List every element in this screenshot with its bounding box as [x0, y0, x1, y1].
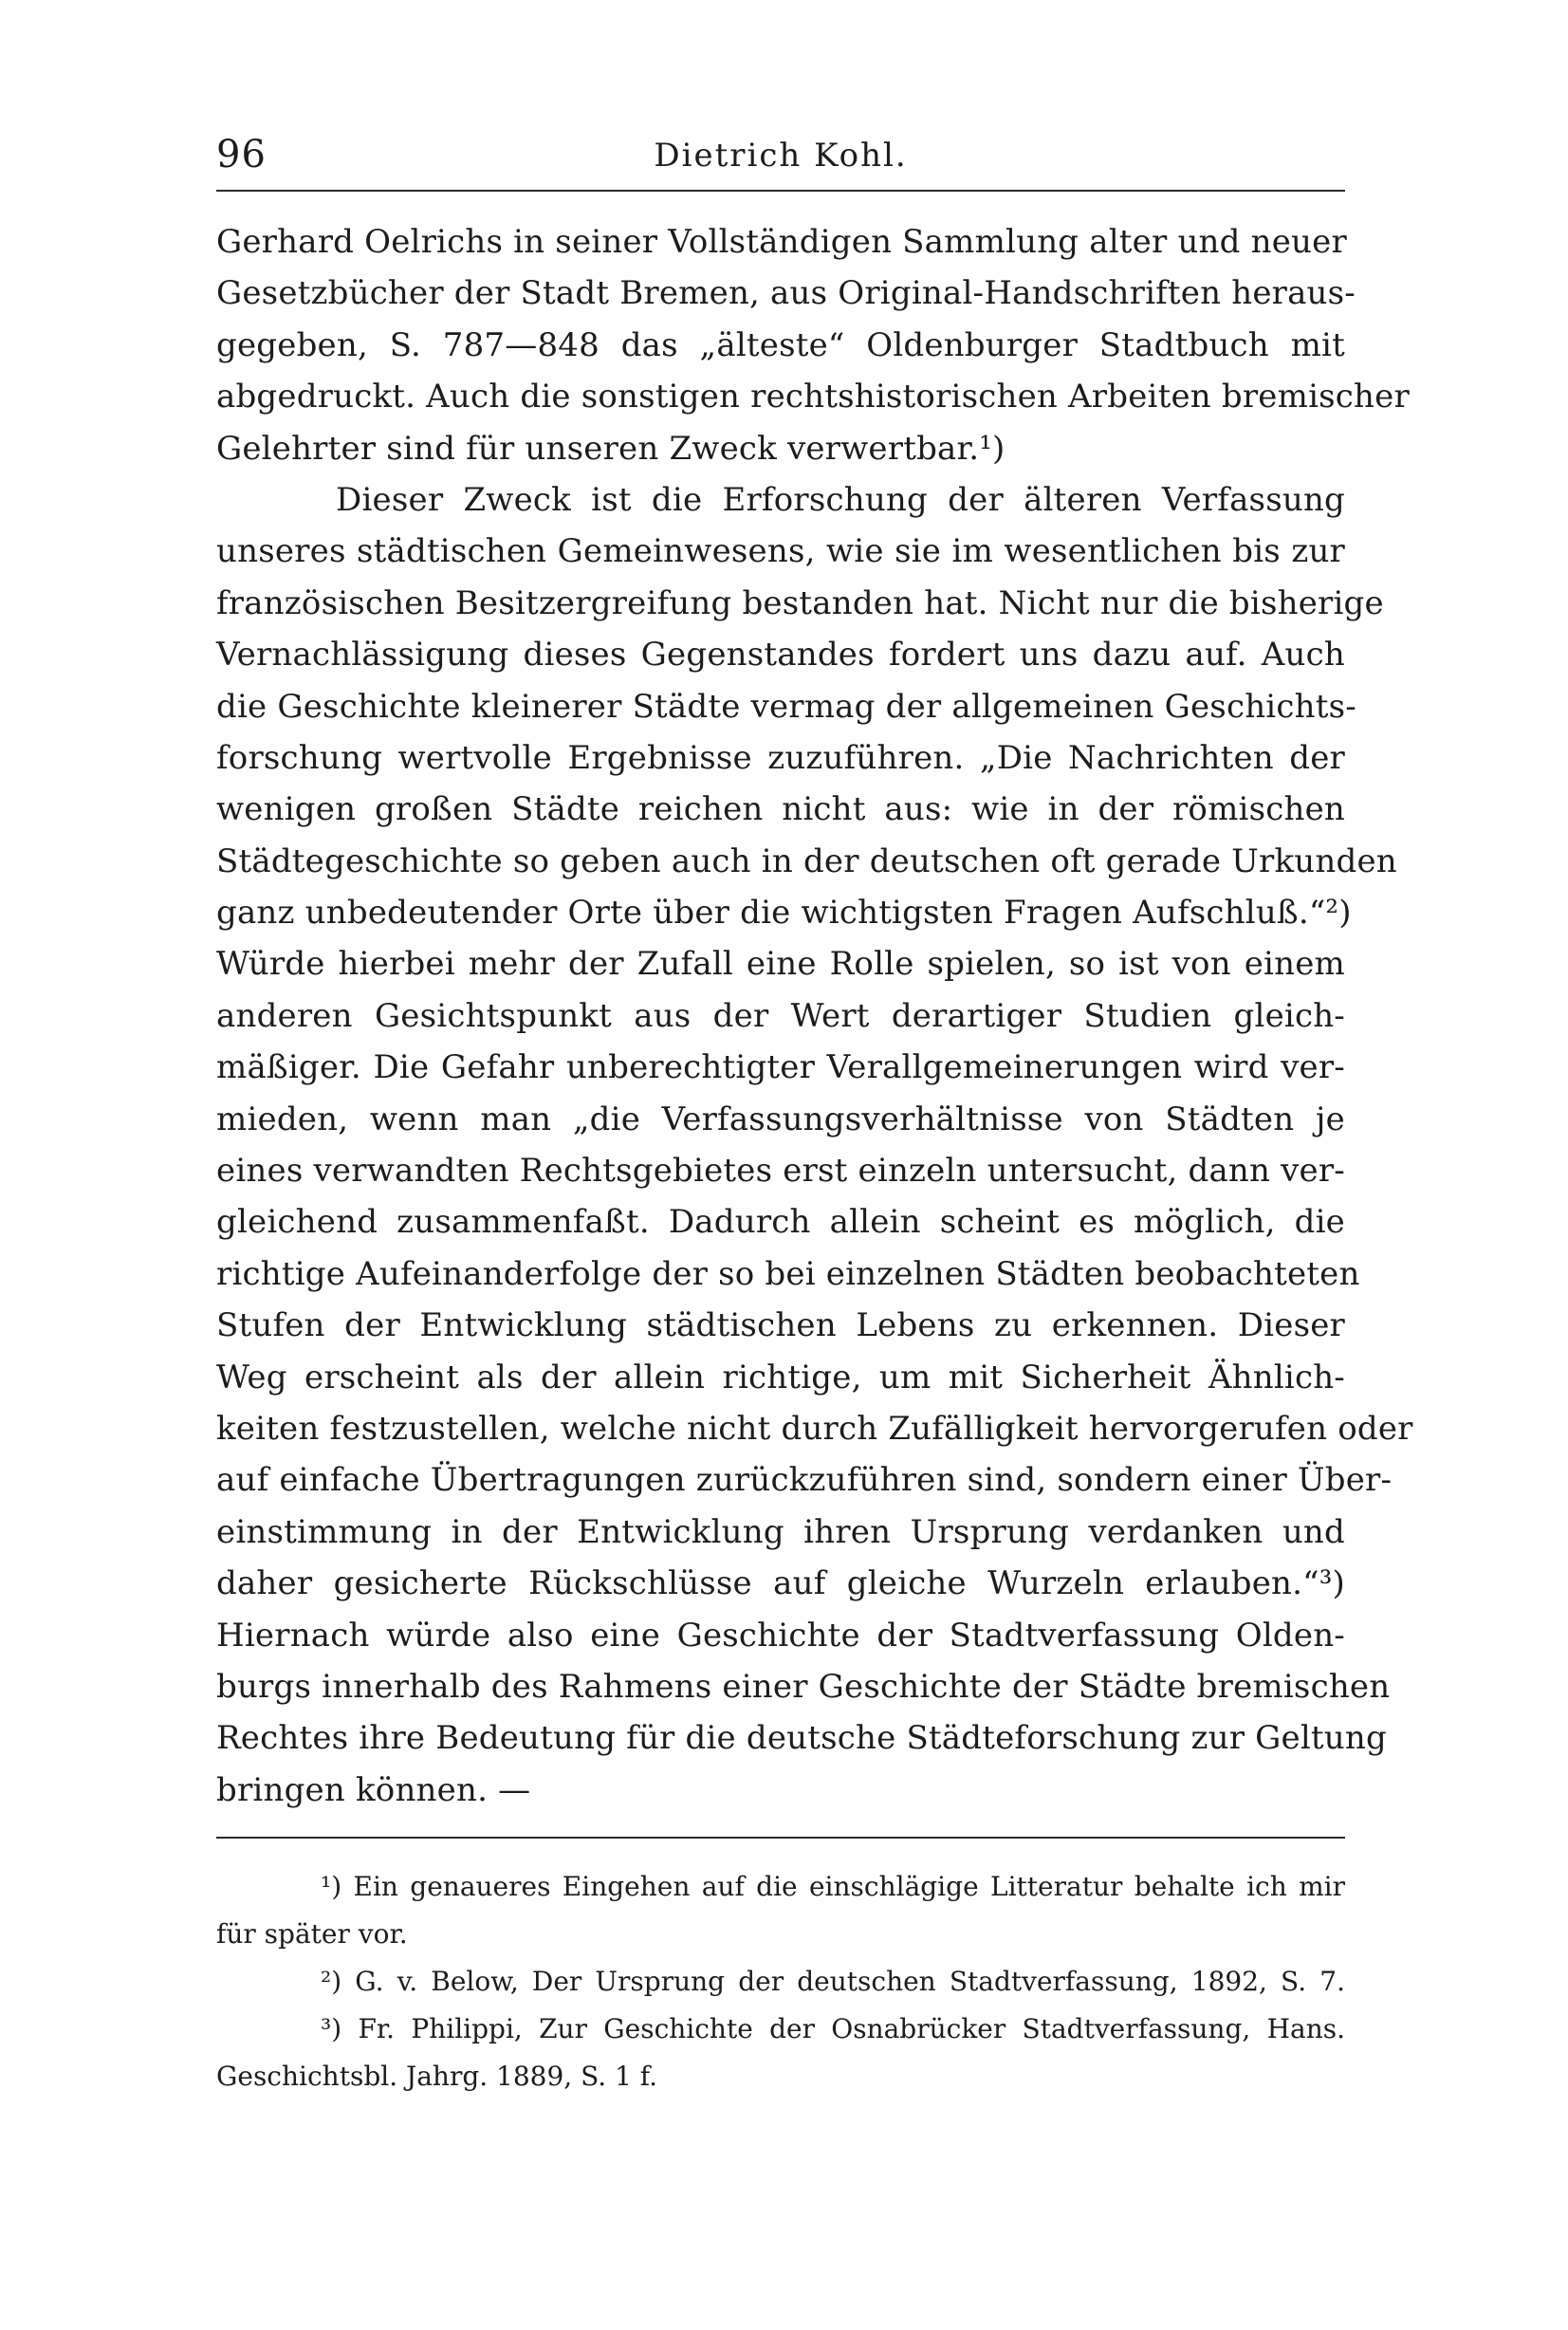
header-rule — [216, 190, 1345, 192]
text-line: Würde hierbei mehr der Zufall eine Rolle spielen, so ist von einem — [216, 945, 1345, 984]
page-number: 96 — [216, 133, 267, 176]
footnote-rule — [216, 1837, 1345, 1839]
footnotes — [216, 1863, 1345, 2100]
text-line: richtige Aufeinanderfolge der so bei einzelnen Städten beobachteten — [216, 1254, 1360, 1293]
text-line: bringen können. — — [216, 1770, 531, 1809]
footnote-line: ³) Fr. Philippi, Zur Geschichte der Osnabrücker Stadtverfassung, Hans. — [321, 2013, 1345, 2044]
footnote-line: für später vor. — [216, 1918, 408, 1950]
text-line: mieden, wenn man „die Verfassungsverhältnisse von Städten je — [216, 1100, 1345, 1138]
text-line: Gelehrter sind für unseren Zweck verwertbar.¹) — [216, 429, 1005, 468]
text-line: daher gesicherte Rückschlüsse auf gleiche Wurzeln erlauben.“³) — [216, 1564, 1345, 1603]
text-line: wenigen großen Städte reichen nicht aus: wie in der römischen — [216, 790, 1345, 829]
text-line: forschung wertvolle Ergebnisse zuzuführen. „Die Nachrichten der — [216, 738, 1345, 777]
text-line: anderen Gesichtspunkt aus der Wert derartiger Studien gleich- — [216, 996, 1345, 1035]
footnote-line: ¹) Ein genaueres Eingehen auf die einschlägige Litteratur behalte ich mir — [321, 1871, 1345, 1902]
text-line: einstimmung in der Entwicklung ihren Ursprung verdanken und — [216, 1512, 1345, 1551]
footnote-line: Geschichtsbl. Jahrg. 1889, S. 1 f. — [216, 2061, 658, 2092]
page-header — [216, 133, 1345, 190]
running-head: Dietrich Kohl. — [654, 137, 908, 175]
text-line: keiten festzustellen, welche nicht durch Zufälligkeit hervorgerufen oder — [216, 1409, 1413, 1448]
text-line: auf einfache Übertragungen zurückzuführen sind, sondern einer Über- — [216, 1461, 1393, 1500]
main-text — [216, 216, 1413, 1816]
text-line: gleichend zusammenfaßt. Dadurch allein scheint es möglich, die — [216, 1203, 1345, 1242]
text-line: unseres städtischen Gemeinwesens, wie sie im wesentlichen bis zur — [216, 532, 1345, 571]
text-line: eines verwandten Rechtsgebietes erst einzeln untersucht, dann ver- — [216, 1152, 1345, 1191]
text-line: französischen Besitzergreifung bestanden hat. Nicht nur die bisherige — [216, 583, 1384, 622]
text-line: mäßiger. Die Gefahr unberechtigter Verallgemeinerungen wird ver- — [216, 1048, 1345, 1087]
text-line: Hiernach würde also eine Geschichte der Stadtverfassung Olden- — [216, 1616, 1345, 1655]
footnote-line: ²) G. v. Below, Der Ursprung der deutschen Stadtverfassung, 1892, S. 7. — [321, 1966, 1345, 1997]
text-line: gegeben, S. 787—848 das „älteste“ Oldenburger Stadtbuch mit — [216, 325, 1345, 364]
text-line: abgedruckt. Auch die sonstigen rechtshistorischen Arbeiten bremischer — [216, 378, 1410, 416]
text-line: Vernachlässigung dieses Gegenstandes fordert uns dazu auf. Auch — [216, 636, 1345, 675]
text-line: die Geschichte kleinerer Städte vermag der allgemeinen Geschichts- — [216, 687, 1356, 726]
text-line: Weg erscheint als der allein richtige, um mit Sicherheit Ähnlich- — [216, 1358, 1345, 1396]
text-line: burgs innerhalb des Rahmens einer Geschichte der Städte bremischen — [216, 1667, 1391, 1706]
text-line: Rechtes ihre Bedeutung für die deutsche Städteforschung zur Geltung — [216, 1719, 1387, 1758]
text-line: ganz unbedeutender Orte über die wichtigsten Fragen Aufschluß.“²) — [216, 894, 1352, 933]
text-line: Gesetzbücher der Stadt Bremen, aus Original-Handschriften heraus- — [216, 274, 1356, 313]
text-line: Stufen der Entwicklung städtischen Lebens zu erkennen. Dieser — [216, 1306, 1345, 1345]
text-line: Städtegeschichte so geben auch in der deutschen oft gerade Urkunden — [216, 841, 1397, 880]
text-line: Gerhard Oelrichs in seiner Vollständigen Sammlung alter und neuer — [216, 223, 1347, 261]
text-line: Dieser Zweck ist die Erforschung der älteren Verfassung — [336, 480, 1345, 519]
